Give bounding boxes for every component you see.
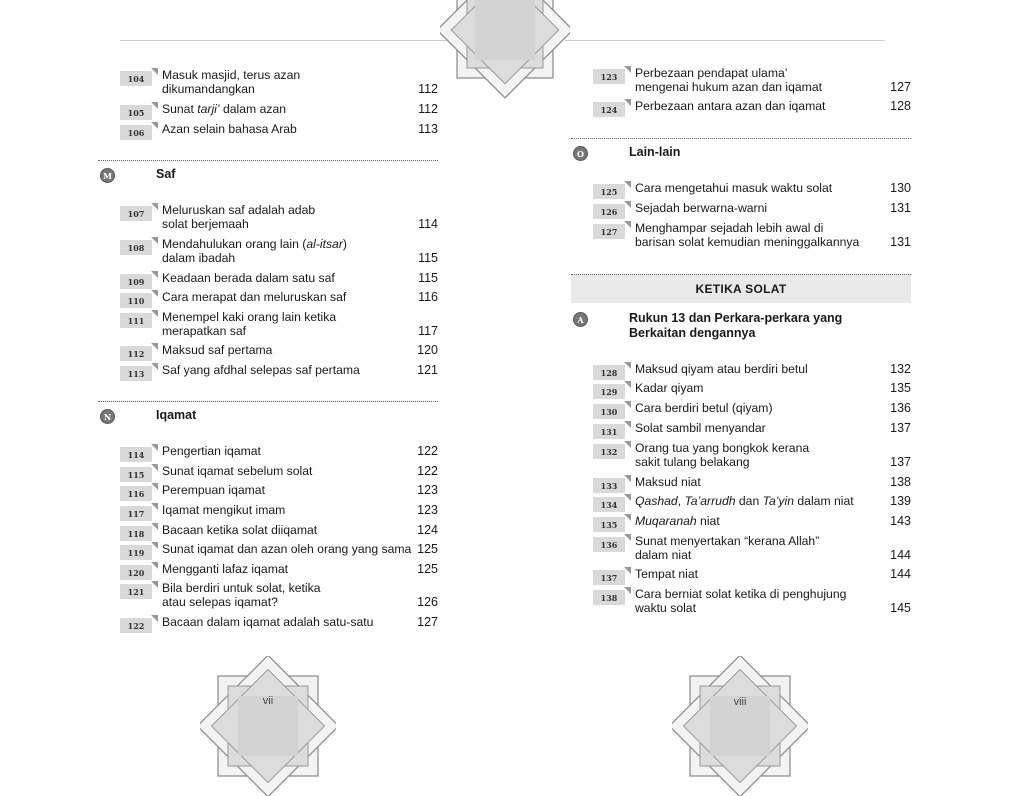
toc-entry[interactable] (593, 494, 911, 508)
entry-page: 145 (890, 601, 911, 615)
entry-number: 104 (120, 71, 152, 86)
entry-number: 134 (593, 497, 625, 512)
octagram-star-icon (672, 656, 808, 796)
section-letter: O (573, 146, 588, 161)
entry-title: Sunat iqamat sebelum solat (162, 464, 313, 478)
entry-title: Bacaan dalam iqamat adalah satu-satu (162, 615, 374, 629)
toc-entry[interactable] (593, 362, 911, 376)
entry-number: 117 (120, 506, 152, 521)
section-divider (98, 401, 438, 402)
toc-entry[interactable] (120, 271, 438, 285)
entry-number: 129 (593, 384, 625, 399)
section-title: Rukun 13 dan Perkara-perkara yang Berkaitan dengannya (629, 311, 843, 340)
entry-page: 123 (417, 483, 438, 497)
entry-number: 127 (593, 224, 625, 239)
entry-number: 132 (593, 444, 625, 459)
entry-title: Menghampar sejadah lebih awal di barisan solat kemudian meninggalkannya (635, 221, 860, 249)
entry-title: Cara berdiri betul (qiyam) (635, 401, 773, 415)
entry-page: 120 (417, 343, 438, 357)
entry-number: 122 (120, 618, 152, 633)
octagram-star-icon (440, 0, 570, 103)
entry-page: 127 (890, 80, 911, 94)
toc-entry[interactable] (120, 483, 438, 497)
entry-page: 115 (418, 251, 438, 265)
entry-page: 138 (890, 475, 911, 489)
octagram-star-icon (200, 656, 336, 796)
toc-entry[interactable] (120, 615, 438, 629)
entry-page: 131 (890, 235, 911, 249)
entry-title: Sunat iqamat dan azan oleh orang yang sama (162, 542, 412, 556)
entry-page: 144 (890, 567, 911, 581)
toc-entry[interactable] (593, 99, 911, 113)
entry-number: 137 (593, 570, 625, 585)
entry-page: 112 (418, 82, 438, 96)
entry-page: 143 (890, 514, 911, 528)
entry-title: Mendahulukan orang lain (al-itsar) dalam ibadah (162, 237, 347, 265)
section-title: Iqamat (156, 408, 197, 422)
entry-title: Maksud saf pertama (162, 343, 273, 357)
entry-page: 126 (417, 595, 438, 609)
entry-page: 139 (890, 494, 911, 508)
header-rule-left (120, 40, 450, 41)
entry-number: 105 (120, 105, 152, 120)
entry-number: 124 (593, 102, 625, 117)
toc-entry[interactable] (120, 310, 438, 338)
toc-entry[interactable] (593, 514, 911, 528)
entry-title: Menempel kaki orang lain ketika merapatkan saf (162, 310, 337, 338)
toc-entry[interactable] (120, 122, 438, 136)
section-divider (98, 160, 438, 161)
toc-entry[interactable] (120, 68, 438, 96)
entry-number: 114 (120, 447, 152, 462)
entry-title: Saf yang afdhal selepas saf pertama (162, 363, 360, 377)
page-number-left: vii (262, 695, 274, 707)
toc-entry[interactable] (120, 464, 438, 478)
entry-page: 123 (417, 503, 438, 517)
entry-number: 116 (120, 486, 152, 501)
entry-page: 114 (418, 217, 438, 231)
entry-title: Cara merapat dan meluruskan saf (162, 290, 347, 304)
toc-entry[interactable] (120, 363, 438, 377)
entry-number: 110 (120, 293, 152, 308)
entry-number: 109 (120, 274, 152, 289)
entry-number: 130 (593, 404, 625, 419)
entry-number: 120 (120, 565, 152, 580)
entry-page: 131 (890, 201, 911, 215)
section-divider (571, 138, 911, 139)
toc-entry[interactable] (593, 441, 911, 469)
entry-page: 122 (417, 444, 438, 458)
toc-entry[interactable] (120, 503, 438, 517)
entry-title: Perbezaan pendapat ulama’ mengenai hukum azan dan iqamat (635, 66, 822, 94)
section-letter: N (100, 409, 115, 424)
entry-title: Muqaranah niat (635, 514, 720, 528)
entry-number: 118 (120, 526, 152, 541)
entry-page: 127 (417, 615, 438, 629)
banner-title: KETIKA SOLAT (695, 282, 787, 296)
entry-number: 136 (593, 537, 625, 552)
entry-page: 124 (417, 523, 438, 537)
entry-number: 125 (593, 184, 625, 199)
toc-entry[interactable] (593, 587, 911, 615)
toc-entry[interactable] (593, 401, 911, 415)
entry-title: Sunat tarji’ dalam azan (162, 102, 287, 116)
section-letter: A (573, 312, 588, 327)
toc-entry[interactable] (120, 102, 438, 116)
entry-title: Meluruskan saf adalah adab solat berjemaah (162, 203, 316, 231)
entry-title: Orang tua yang bongkok kerana sakit tulang belakang (635, 441, 810, 469)
toc-entry[interactable] (120, 237, 438, 265)
entry-title: Kadar qiyam (635, 381, 704, 395)
entry-title: Cara berniat solat ketika di penghujung waktu solat (635, 587, 847, 615)
entry-number: 113 (120, 366, 152, 381)
section-title: Saf (156, 167, 176, 181)
entry-page: 130 (890, 181, 911, 195)
entry-title: Perempuan iqamat (162, 483, 265, 497)
entry-page: 115 (418, 271, 438, 285)
toc-entry[interactable] (593, 201, 911, 215)
entry-number: 123 (593, 69, 625, 84)
entry-title: Perbezaan antara azan dan iqamat (635, 99, 826, 113)
entry-title: Sejadah berwarna-warni (635, 201, 768, 215)
entry-number: 106 (120, 125, 152, 140)
entry-number: 128 (593, 365, 625, 380)
entry-title: Cara mengetahui masuk waktu solat (635, 181, 833, 195)
entry-title: Maksud niat (635, 475, 701, 489)
entry-number: 138 (593, 590, 625, 605)
toc-entry[interactable] (593, 567, 911, 581)
entry-page: 137 (890, 455, 911, 469)
toc-entry[interactable] (120, 523, 438, 537)
entry-page: 128 (890, 99, 911, 113)
section-letter: M (100, 168, 115, 183)
entry-title: Qashad, Ta’arrudh dan Ta’yin dalam niat (635, 494, 854, 508)
toc-entry[interactable] (593, 181, 911, 195)
entry-page: 132 (890, 362, 911, 376)
entry-title: Keadaan berada dalam satu saf (162, 271, 335, 285)
entry-page: 125 (417, 562, 438, 576)
entry-page: 122 (417, 464, 438, 478)
entry-page: 121 (417, 363, 438, 377)
header-rule-right (565, 40, 885, 41)
entry-number: 121 (120, 584, 152, 599)
entry-number: 126 (593, 204, 625, 219)
entry-page: 116 (418, 290, 438, 304)
entry-page: 117 (418, 324, 438, 338)
toc-entry[interactable] (593, 381, 911, 395)
toc-entry[interactable] (593, 475, 911, 489)
entry-number: 112 (120, 346, 152, 361)
entry-page: 136 (890, 401, 911, 415)
section-banner (571, 274, 911, 303)
toc-entry[interactable] (593, 534, 911, 562)
entry-title: Bila berdiri untuk solat, ketika atau selepas iqamat? (162, 581, 321, 609)
toc-entry[interactable] (120, 562, 438, 576)
entry-number: 115 (120, 467, 152, 482)
entry-number: 135 (593, 517, 625, 532)
entry-title: Azan selain bahasa Arab (162, 122, 297, 136)
entry-title: Mengganti lafaz iqamat (162, 562, 289, 576)
toc-entry[interactable] (120, 581, 438, 609)
entry-number: 119 (120, 545, 152, 560)
entry-title: Pengertian iqamat (162, 444, 261, 458)
entry-title: Bacaan ketika solat diiqamat (162, 523, 318, 537)
entry-page: 125 (417, 542, 438, 556)
section-title: Lain-lain (629, 145, 681, 159)
entry-page: 112 (418, 102, 438, 116)
toc-entry[interactable] (593, 421, 911, 435)
toc-entry[interactable] (120, 542, 438, 556)
page-number-right: viii (733, 696, 747, 708)
entry-title: Maksud qiyam atau berdiri betul (635, 362, 808, 376)
entry-title: Masuk masjid, terus azan dikumandangkan (162, 68, 301, 96)
entry-title: Solat sambil menyandar (635, 421, 766, 435)
toc-entry[interactable] (120, 203, 438, 231)
entry-number: 107 (120, 206, 152, 221)
entry-title: Iqamat mengikut imam (162, 503, 286, 517)
entry-title: Sunat menyertakan “kerana Allah” dalam niat (635, 534, 820, 562)
toc-entry[interactable] (593, 221, 911, 249)
entry-page: 144 (890, 548, 911, 562)
entry-page: 113 (418, 122, 438, 136)
entry-number: 131 (593, 424, 625, 439)
toc-entry[interactable] (120, 290, 438, 304)
toc-entry[interactable] (120, 343, 438, 357)
entry-page: 137 (890, 421, 911, 435)
toc-entry[interactable] (120, 444, 438, 458)
entry-number: 111 (120, 313, 152, 328)
entry-title: Tempat niat (635, 567, 699, 581)
toc-entry[interactable] (593, 66, 911, 94)
entry-number: 133 (593, 478, 625, 493)
entry-number: 108 (120, 240, 152, 255)
entry-page: 135 (890, 381, 911, 395)
